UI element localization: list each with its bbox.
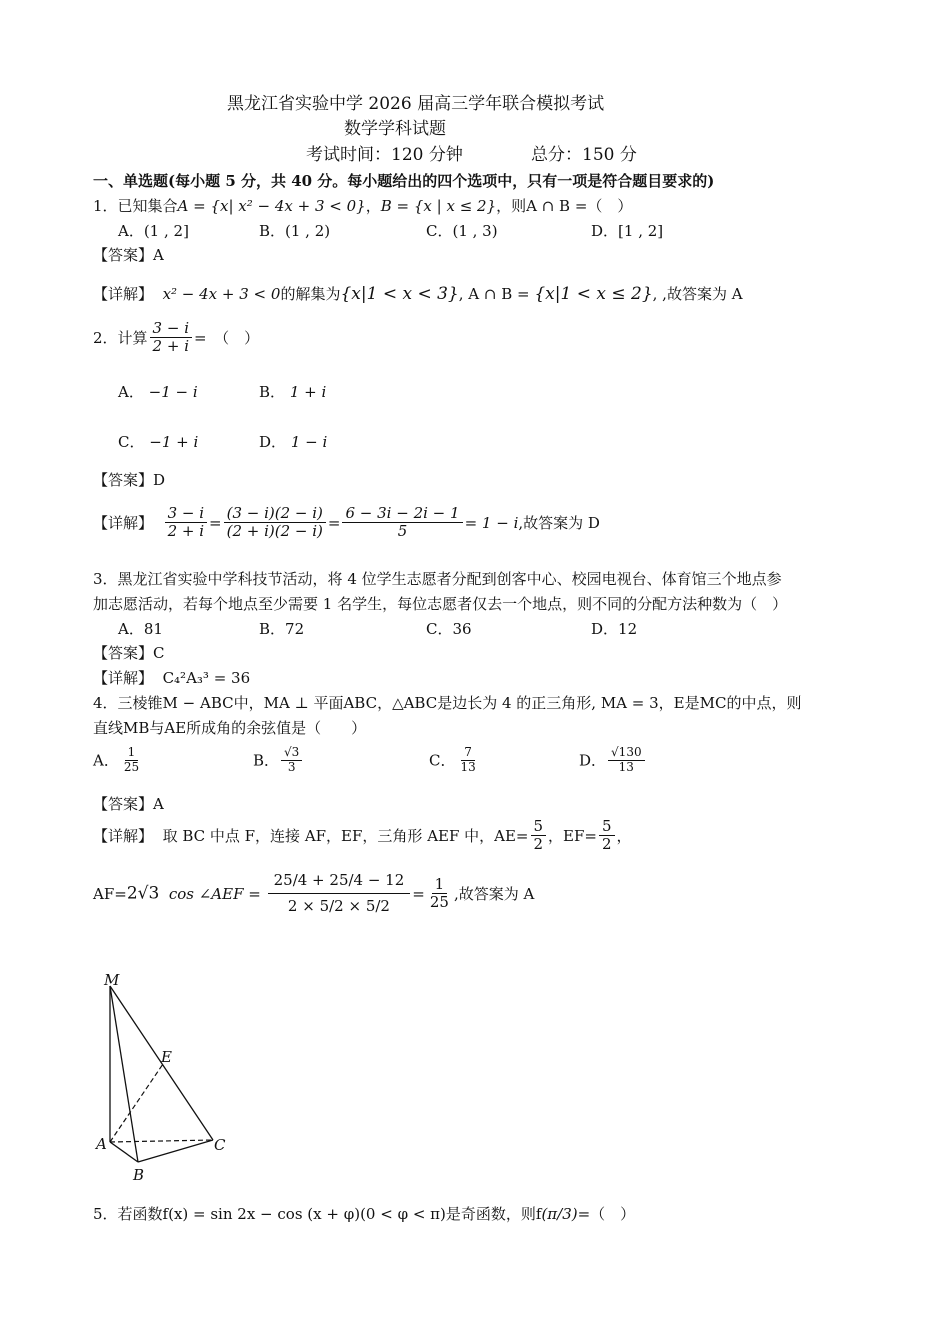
q1-set-b: B = {x | x ≤ 2} [380, 197, 497, 215]
edge-bc [138, 1140, 213, 1162]
q1-set-a: A = {x| x² − 4x + 3 < 0} [177, 197, 366, 215]
q4-option-d: D． $\frac{√130}{13}$ [579, 746, 647, 775]
q1-option-d: D．[1 , 2] [591, 222, 664, 240]
q1-stem-pre: 1．已知集合 [93, 197, 178, 215]
label-c: C [214, 1136, 226, 1154]
q3-detail: 【详解】 C₄²A₃³ = 36 [93, 669, 251, 687]
q4-detail: 【详解】 取 BC 中点 F，连接 AF，EF，三角形 AEF 中，AE= $\frac{5}{2}$ ，EF= $\frac{5}{2}$ ， [93, 817, 632, 854]
q1-detail-math: x² − 4x + 3 < 0 [162, 285, 281, 303]
label-a: A [96, 1135, 107, 1153]
q4-answer: 【答案】A [93, 795, 164, 813]
pyramid-figure [93, 968, 243, 1183]
label-b: B [133, 1166, 145, 1183]
q2-answer: 【答案】D [93, 471, 166, 489]
q1-option-c: C．(1 , 3) [426, 222, 498, 240]
edge-ae-hidden [110, 1064, 163, 1142]
q3-option-a: A．81 [118, 620, 163, 638]
q2-option-b: B． 1 + i [259, 383, 327, 401]
q4-detail-formula: AF=2√3 cos ∠AEF = $\frac{25/4 + 25/4 - 12}{2 \times 5/2 \times 5/2}$ = $\frac{1}{25}$ ,故答案为 A [93, 868, 534, 920]
q2-option-c: C． −1 + i [118, 433, 199, 451]
q1-stem [93, 197, 632, 215]
q2-option-d: D． 1 − i [259, 433, 328, 451]
label-m: M [104, 971, 120, 989]
section-heading: 一、单选题(每小题 5 分，共 40 分。每小题给出的四个选项中，只有一项是符合题目要求的) [93, 172, 715, 190]
q3-line2: 加志愿活动，若每个地点至少需要 1 名学生，每位志愿者仅去一个地点，则不同的分配方法种数为（ ） [93, 595, 788, 613]
q5-stem: 5．若函数f(x) = sin 2x − cos (x + φ)(0 < φ < π)是奇函数，则f(π/3)=（ ） [93, 1205, 636, 1223]
exam-time: 考试时间：120 分钟 [306, 145, 463, 165]
q1-answer: 【答案】A [93, 246, 164, 264]
exam-score: 总分：150 分 [531, 145, 637, 165]
label-e: E [161, 1048, 172, 1066]
q1-stem-post: ，则A ∩ B =（ ） [496, 197, 633, 215]
q2-detail: 【详解】 $\frac{3 - i}{2 + i}$ = $\frac{(3 - i)(2 - i)}{(2 + i)(2 - i)}$ = $\frac{6 - 3i - 2i - 1}{5}$ = 1 − i,故答案为 D [93, 504, 600, 541]
q4-option-b: B． $\frac{√3}{3}$ [253, 746, 304, 775]
edge-mb [110, 986, 138, 1162]
q3-option-d: D．12 [591, 620, 638, 638]
q2-fraction: $\frac{3 - i}{2 + i}$ [150, 320, 192, 356]
exam-title: 黑龙江省实验中学 2026 届高三学年联合模拟考试 [227, 94, 605, 114]
edge-ab [110, 1142, 138, 1162]
q1-comma: ， [365, 197, 381, 215]
q1-option-b: B．(1 , 2) [259, 222, 331, 240]
q2-option-a: A． −1 − i [118, 383, 198, 401]
q2-stem: 2．计算 $\frac{3 - i}{2 + i}$ = （ ） [93, 319, 260, 356]
q3-line1: 3．黑龙江省实验中学科技节活动，将 4 位学生志愿者分配到创客中心、校园电视台、体育馆三个地点参 [93, 570, 782, 588]
exam-subtitle: 数学学科试题 [344, 119, 446, 139]
q3-answer: 【答案】C [93, 644, 165, 662]
q3-option-c: C．36 [426, 620, 472, 638]
q4-option-a: A． $\frac{1}{25}$ [93, 745, 140, 774]
q1-detail: 【详解】 x² − 4x + 3 < 0的解集为{x|1 < x < 3}, A ∩ B = {x|1 < x ≤ 2}, ,故答案为 A [93, 284, 743, 304]
q4-line2: 直线MB与AE所成角的余弦值是（ ） [93, 719, 367, 737]
q4-line1: 4．三棱锥M − ABC中，MA ⊥ 平面ABC，△ABC是边长为 4 的正三角形, MA = 3，E是MC的中点，则 [93, 694, 802, 712]
q4-option-c: C． $\frac{7}{13}$ [429, 745, 476, 774]
q1-option-a: A．(1 , 2] [118, 222, 189, 240]
q3-option-b: B．72 [259, 620, 305, 638]
edge-ac-hidden [110, 1140, 213, 1142]
